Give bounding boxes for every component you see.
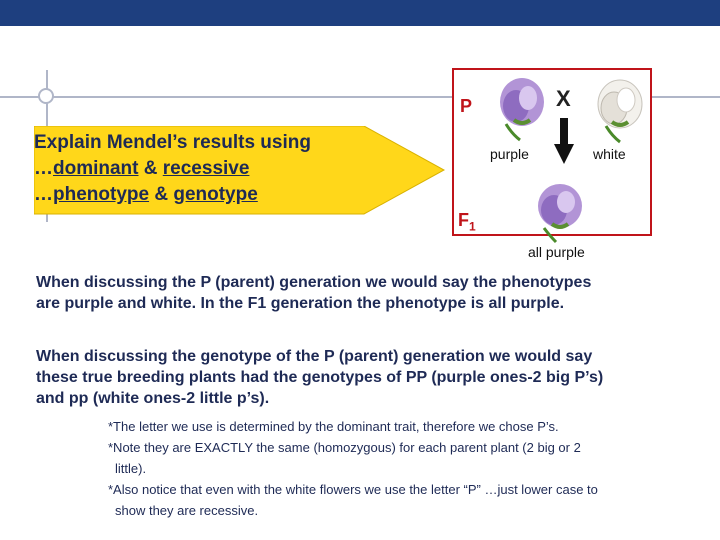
white-label: white bbox=[593, 146, 626, 162]
callout-line-3: …phenotype & genotype bbox=[34, 184, 258, 205]
f1-purple-flower-icon bbox=[532, 180, 588, 246]
callout-line-2: …dominant & recessive bbox=[34, 158, 250, 179]
cross-symbol: X bbox=[556, 86, 571, 111]
callout-text bbox=[34, 130, 364, 208]
f1-result-label: all purple bbox=[528, 244, 585, 260]
slide-header-bar bbox=[0, 0, 720, 26]
term-genotype: genotype bbox=[173, 184, 258, 205]
term-recessive: recessive bbox=[162, 158, 250, 179]
note-homozygous: *Note they are EXACTLY the same (homozygous) for each parent plant (2 big or 2 little). bbox=[108, 440, 581, 476]
f1-generation-label: $F_1$ bbox=[458, 210, 476, 234]
phenotype-paragraph: When discussing the P (parent) generation we would say the phenotypes are purple and white. In the F1 generation the phenotype is all purple. bbox=[36, 274, 592, 312]
crosshair-icon bbox=[38, 88, 54, 104]
white-flower-icon bbox=[592, 76, 648, 146]
parent-generation-label: P bbox=[460, 96, 473, 116]
cross-arrow-icon bbox=[554, 118, 574, 164]
purple-flower-icon bbox=[494, 74, 550, 144]
purple-label: purple bbox=[490, 146, 529, 162]
term-dominant: dominant bbox=[53, 158, 139, 179]
term-phenotype: phenotype bbox=[53, 184, 150, 205]
note-lowercase: *Also notice that even with the white flowers we use the letter “P” …just lower case to show they are recessive. bbox=[108, 482, 598, 518]
note-letter-choice: *The letter we use is determined by the dominant trait, therefore we chose P’s. bbox=[108, 419, 559, 434]
genotype-paragraph: When discussing the genotype of the P (parent) generation we would say these true breeding plants had the genotypes of PP (purple ones-2 big P’s) and pp (white ones-2 little p’s). bbox=[36, 348, 604, 407]
callout-line-1: Explain Mendel’s results using bbox=[34, 132, 311, 153]
